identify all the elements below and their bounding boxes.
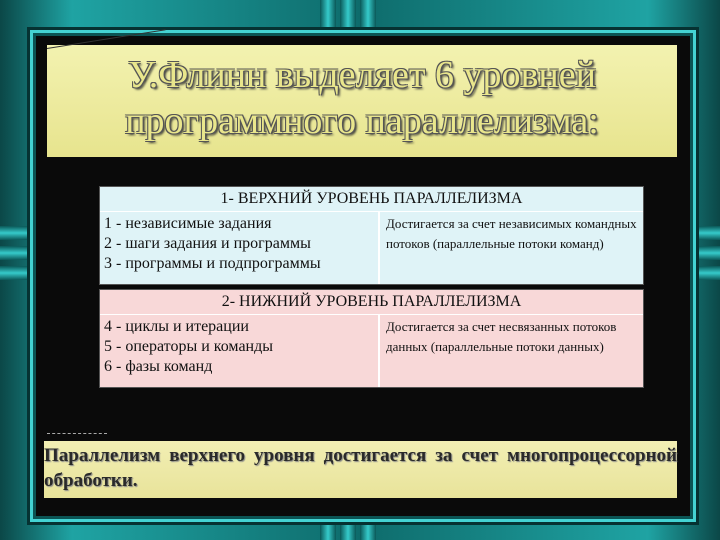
title-line-2: программного параллелизма: <box>125 100 599 142</box>
level-item: 3 - программы и подпрограммы <box>104 255 321 272</box>
lower-level-header: 2- НИЖНИЙ УРОВЕНЬ ПАРАЛЛЕЛИЗМА <box>100 290 643 315</box>
upper-level-table <box>99 186 644 285</box>
upper-level-items <box>100 212 380 284</box>
level-item: 1 - независимые задания <box>104 215 272 232</box>
frame-decoration <box>0 246 30 260</box>
slide-title <box>47 52 677 144</box>
frame-decoration <box>320 0 336 30</box>
frame-decoration <box>360 0 376 30</box>
upper-level-header: 1- ВЕРХНИЙ УРОВЕНЬ ПАРАЛЛЕЛИЗМА <box>100 187 643 212</box>
title-line-1: У.Флинн выделяет 6 уровней <box>128 54 596 96</box>
footer-text: Параллелизм верхнего уровня достигается за счет многопроцессорной обработки. <box>44 445 677 491</box>
frame-decoration <box>0 266 30 280</box>
footer-accent-line <box>47 433 107 434</box>
lower-level-items <box>100 315 380 387</box>
lower-level-note: Достигается за счет несвязанных потоков данных (параллельные потоки данных) <box>386 319 617 354</box>
level-item: 6 - фазы команд <box>104 358 213 375</box>
frame-decoration <box>340 0 356 30</box>
lower-level-table <box>99 289 644 388</box>
level-item: 2 - шаги задания и программы <box>104 235 311 252</box>
level-item: 4 - циклы и итерации <box>104 318 249 335</box>
frame-decoration <box>0 226 30 240</box>
level-item: 5 - операторы и команды <box>104 338 273 355</box>
upper-level-note: Достигается за счет независимых командных потоков (параллельные потоки команд) <box>386 216 637 251</box>
